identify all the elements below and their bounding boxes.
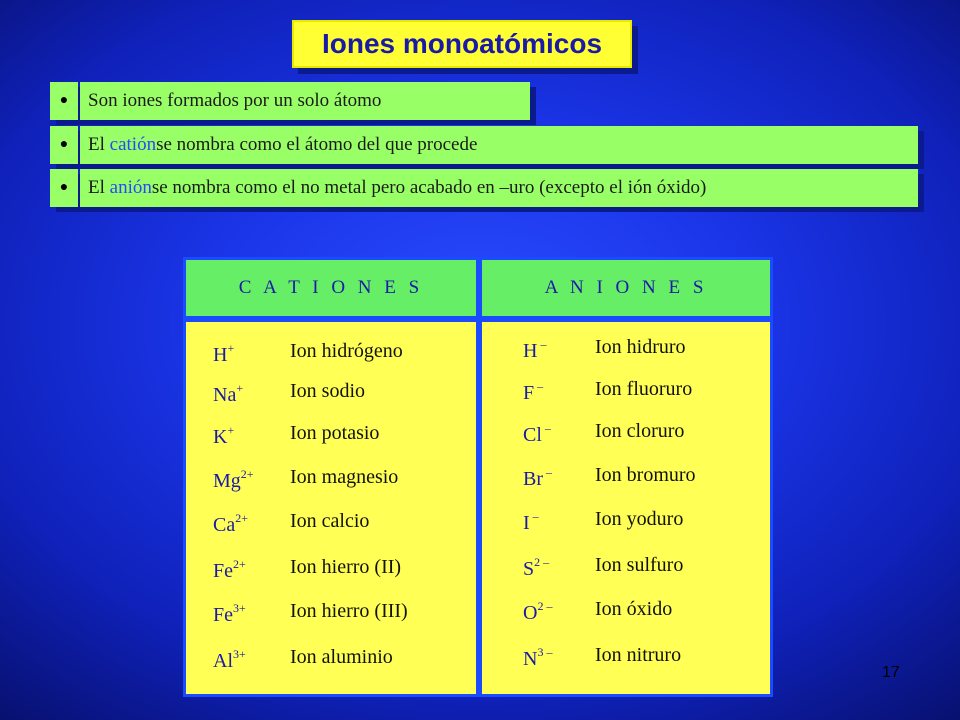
anions-column — [479, 319, 773, 697]
bullet-dot-icon: ● — [50, 169, 78, 207]
cation-charge: 2+ — [235, 511, 248, 525]
bullet-dot-icon: ● — [50, 82, 78, 120]
cation-symbol — [213, 647, 246, 673]
bullet-2-pre: El — [88, 134, 105, 155]
cation-element: Fe — [213, 560, 233, 582]
cation-symbol — [213, 467, 254, 493]
anion-element: O — [523, 602, 538, 624]
title-banner — [292, 20, 632, 68]
cation-symbol — [213, 423, 235, 449]
anion-name: Ion sulfuro — [595, 554, 684, 576]
bullet-2-highlight: catión — [109, 134, 157, 155]
cation-charge: + — [227, 341, 235, 355]
cation-charge: + — [227, 423, 235, 437]
cation-name: Ion magnesio — [290, 466, 399, 488]
anion-symbol — [523, 421, 551, 447]
cation-element: Fe — [213, 604, 233, 626]
cation-name: Ion sodio — [290, 380, 365, 402]
slide-title: Iones monoatómicos — [292, 20, 632, 68]
anion-symbol — [523, 509, 539, 535]
anion-charge: – — [537, 337, 547, 351]
bullet-text-1 — [80, 82, 530, 120]
cation-symbol — [213, 381, 244, 407]
cation-element: Na — [213, 384, 237, 406]
anion-element: H — [523, 340, 538, 362]
cation-charge: 3+ — [233, 647, 246, 661]
cation-charge: + — [236, 381, 244, 395]
cation-name: Ion hierro (II) — [290, 556, 402, 578]
bullet-row-3 — [50, 169, 918, 207]
bullet-text-3 — [80, 169, 918, 207]
anion-charge: 3 – — [537, 645, 553, 659]
cations-column — [183, 319, 479, 697]
anion-charge: – — [529, 509, 539, 523]
anion-symbol — [523, 379, 544, 405]
anion-charge: – — [534, 379, 544, 393]
anion-symbol — [523, 599, 553, 625]
bullet-3-highlight: anión — [109, 177, 152, 198]
anion-element: S — [523, 558, 535, 580]
cation-symbol — [213, 511, 248, 537]
anion-charge: – — [543, 465, 552, 479]
anion-element: N — [523, 648, 538, 670]
anion-symbol — [523, 555, 550, 581]
anion-element: Br — [523, 468, 543, 490]
anion-element: Cl — [523, 424, 542, 446]
anion-element: F — [523, 382, 535, 404]
cations-header: C A T I O N E S — [183, 257, 479, 319]
anion-symbol — [523, 465, 552, 491]
bullet-text-2 — [80, 126, 918, 164]
bullet-dot-icon: ● — [50, 126, 78, 164]
anion-name: Ion hidruro — [595, 336, 686, 358]
bullet-2-post: se nombra como el átomo del que procede — [156, 134, 478, 155]
cation-name: Ion aluminio — [290, 646, 393, 668]
page-number: 17 — [882, 664, 900, 681]
bullet-3-pre: El — [88, 177, 105, 198]
anion-charge: – — [541, 421, 551, 435]
bullet-row-2 — [50, 126, 918, 164]
bullet-3-post: se nombra como el no metal pero acabado en –uro (excepto el ión óxido) — [151, 177, 707, 198]
cation-name: Ion hidrógeno — [290, 340, 403, 362]
cation-charge: 2+ — [240, 467, 254, 481]
ions-table — [183, 257, 773, 697]
anion-name: Ion fluoruro — [595, 378, 693, 400]
cation-element: Mg — [213, 470, 241, 492]
cation-symbol — [213, 341, 235, 367]
anion-symbol — [523, 645, 553, 671]
anion-element: I — [523, 512, 530, 534]
cation-element: H — [213, 344, 228, 366]
cation-name: Ion hierro (III) — [290, 600, 408, 622]
anion-name: Ion nitruro — [595, 644, 682, 666]
cation-element: Ca — [213, 514, 236, 536]
anion-charge: 2 – — [534, 555, 550, 569]
cation-element: K — [213, 426, 228, 448]
anion-symbol — [523, 337, 547, 363]
cation-symbol — [213, 557, 246, 583]
cation-element: Al — [213, 650, 233, 672]
anions-header: A N I O N E S — [479, 257, 773, 319]
cation-name: Ion calcio — [290, 510, 370, 532]
cation-charge: 2+ — [233, 557, 246, 571]
bullet-row-1 — [50, 82, 530, 120]
cation-symbol — [213, 601, 246, 627]
anion-charge: 2 – — [537, 599, 553, 613]
anion-name: Ion cloruro — [595, 420, 685, 442]
cation-name: Ion potasio — [290, 422, 380, 444]
anion-name: Ion óxido — [595, 598, 673, 620]
bullet-1-text: Son iones formados por un solo átomo — [88, 90, 382, 111]
anion-name: Ion yoduro — [595, 508, 684, 530]
anion-name: Ion bromuro — [595, 464, 696, 486]
cation-charge: 3+ — [233, 601, 246, 615]
